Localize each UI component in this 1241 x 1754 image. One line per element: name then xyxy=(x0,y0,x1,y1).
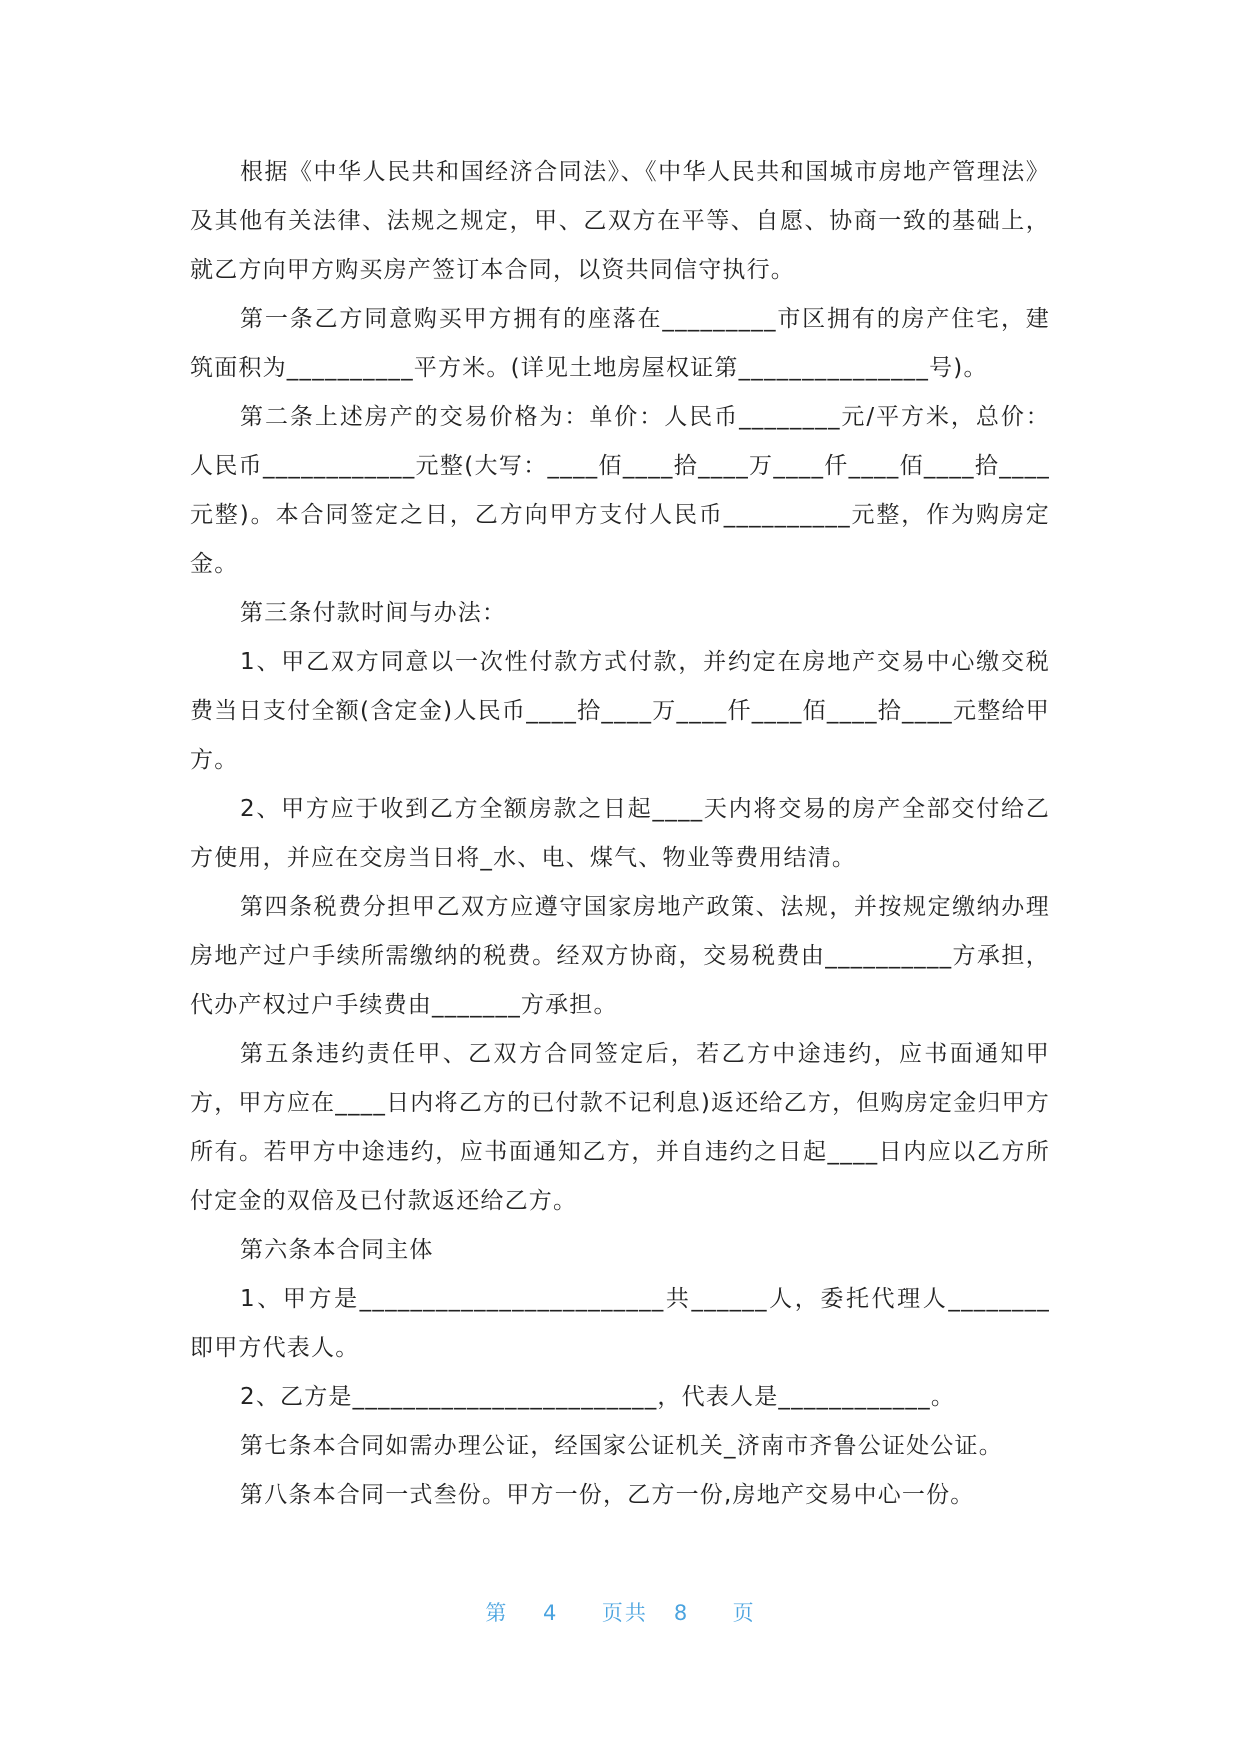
article-6-heading: 第六条本合同主体 xyxy=(240,1237,434,1263)
page-label-middle: 页共 xyxy=(601,1601,648,1625)
article-6-item-1: 1、甲方是________________________共______人，委托代理人________即甲方代表人。 xyxy=(190,1286,1050,1361)
article-3-heading: 第三条付款时间与办法： xyxy=(240,600,507,626)
page-label-prefix: 第 xyxy=(485,1601,509,1625)
article-3-item-1: 1、甲乙双方同意以一次性付款方式付款，并约定在房地产交易中心缴交税费当日支付全额(含定金)人民币____拾____万____仟____佰____拾____元整给甲方。 xyxy=(190,649,1050,773)
page-number: 4 xyxy=(543,1601,559,1625)
total-pages: 8 xyxy=(673,1601,690,1625)
article-8-paragraph: 第八条本合同一式叁份。甲方一份，乙方一份,房地产交易中心一份。 xyxy=(240,1482,975,1508)
page-footer xyxy=(0,1597,1241,1627)
article-4-paragraph: 第四条税费分担甲乙双方应遵守国家房地产政策、法规，并按规定缴纳办理房地产过户手续所需缴纳的税费。经双方协商，交易税费由__________方承担，代办产权过户手续费由_______方承担。 xyxy=(190,894,1050,1018)
article-3-item-2: 2、甲方应于收到乙方全额房款之日起____天内将交易的房产全部交付给乙方使用，并应在交房当日将_水、电、煤气、物业等费用结清。 xyxy=(190,796,1050,871)
article-1-paragraph: 第一条乙方同意购买甲方拥有的座落在_________市区拥有的房产住宅，建筑面积为__________平方米。(详见土地房屋权证第_______________号)。 xyxy=(190,306,1050,381)
preamble-paragraph: 根据《中华人民共和国经济合同法》、《中华人民共和国城市房地产管理法》及其他有关法律、法规之规定，甲、乙双方在平等、自愿、协商一致的基础上，就乙方向甲方购买房产签订本合同，以资共同信守执行。 xyxy=(190,159,1050,283)
page-label-suffix: 页 xyxy=(732,1601,756,1625)
article-6-item-2: 2、乙方是________________________，代表人是____________。 xyxy=(240,1384,956,1410)
article-2-paragraph: 第二条上述房产的交易价格为：单价：人民币________元/平方米，总价：人民币____________元整(大写：____佰____拾____万____仟____佰____拾____元整)。本合同签定之日，乙方向甲方支付人民币__________元整，作为购房定金。 xyxy=(190,404,1050,577)
contract-body xyxy=(190,148,1050,1520)
article-7-paragraph: 第七条本合同如需办理公证，经国家公证机关_济南市齐鲁公证处公证。 xyxy=(240,1433,1003,1459)
article-5-paragraph: 第五条违约责任甲、乙双方合同签定后，若乙方中途违约，应书面通知甲方，甲方应在____日内将乙方的已付款不记利息)返还给乙方，但购房定金归甲方所有。若甲方中途违约，应书面通知乙方，并自违约之日起____日内应以乙方所付定金的双倍及已付款返还给乙方。 xyxy=(190,1041,1050,1214)
